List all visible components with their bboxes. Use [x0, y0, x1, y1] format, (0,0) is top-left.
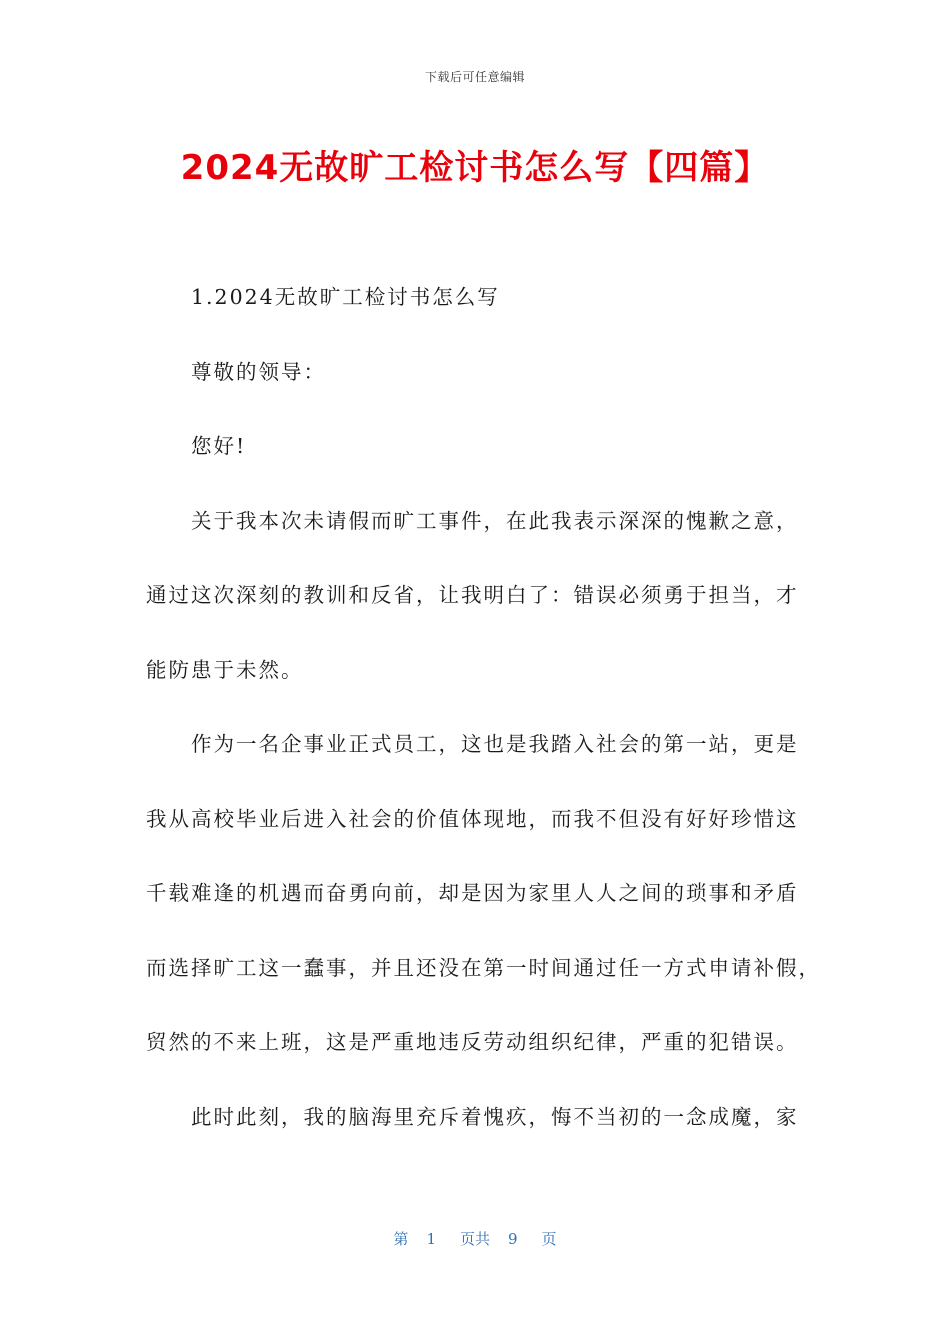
- paragraph-line: 此时此刻，我的脑海里充斥着愧疚，悔不当初的一念成魔，家: [191, 1104, 799, 1129]
- current-page-number: 1: [426, 1230, 436, 1248]
- page-prefix: 第: [393, 1230, 409, 1248]
- paragraph-line: 而选择旷工这一蠢事，并且还没在第一时间通过任一方式申请补假，: [146, 955, 821, 980]
- paragraph-line: 我从高校毕业后进入社会的价值体现地，而我不但没有好好珍惜这: [146, 806, 799, 831]
- paragraph-line: 贸然的不来上班，这是严重地违反劳动组织纪律，严重的犯错误。: [146, 1030, 799, 1054]
- total-pages: 9: [508, 1230, 518, 1248]
- page-suffix: 页: [541, 1230, 557, 1248]
- paragraph-line: 关于我本次未请假而旷工事件，在此我表示深深的愧歉之意，: [191, 508, 799, 533]
- paragraph-line: 千载难逢的机遇而奋勇向前，却是因为家里人人之间的琐事和矛盾: [146, 881, 799, 905]
- document-title: 2024无故旷工检讨书怎么写【四篇】: [180, 148, 770, 188]
- document-body: [146, 272, 821, 1166]
- salutation: 尊敬的领导：: [191, 359, 326, 384]
- page-footer: [0, 1228, 950, 1249]
- greeting: 您好!: [191, 434, 247, 458]
- page-mid: 页共: [459, 1230, 490, 1248]
- paragraph-line: 通过这次深刻的教训和反省，让我明白了：错误必须勇于担当，才: [146, 583, 799, 607]
- paragraph-line: 作为一名企事业正式员工，这也是我踏入社会的第一站，更是: [191, 732, 799, 756]
- paragraph-line: 能防患于未然。: [146, 657, 304, 682]
- header-note: 下载后可任意编辑: [424, 70, 525, 84]
- section-heading: 1.2024无故旷工检讨书怎么写: [191, 285, 500, 309]
